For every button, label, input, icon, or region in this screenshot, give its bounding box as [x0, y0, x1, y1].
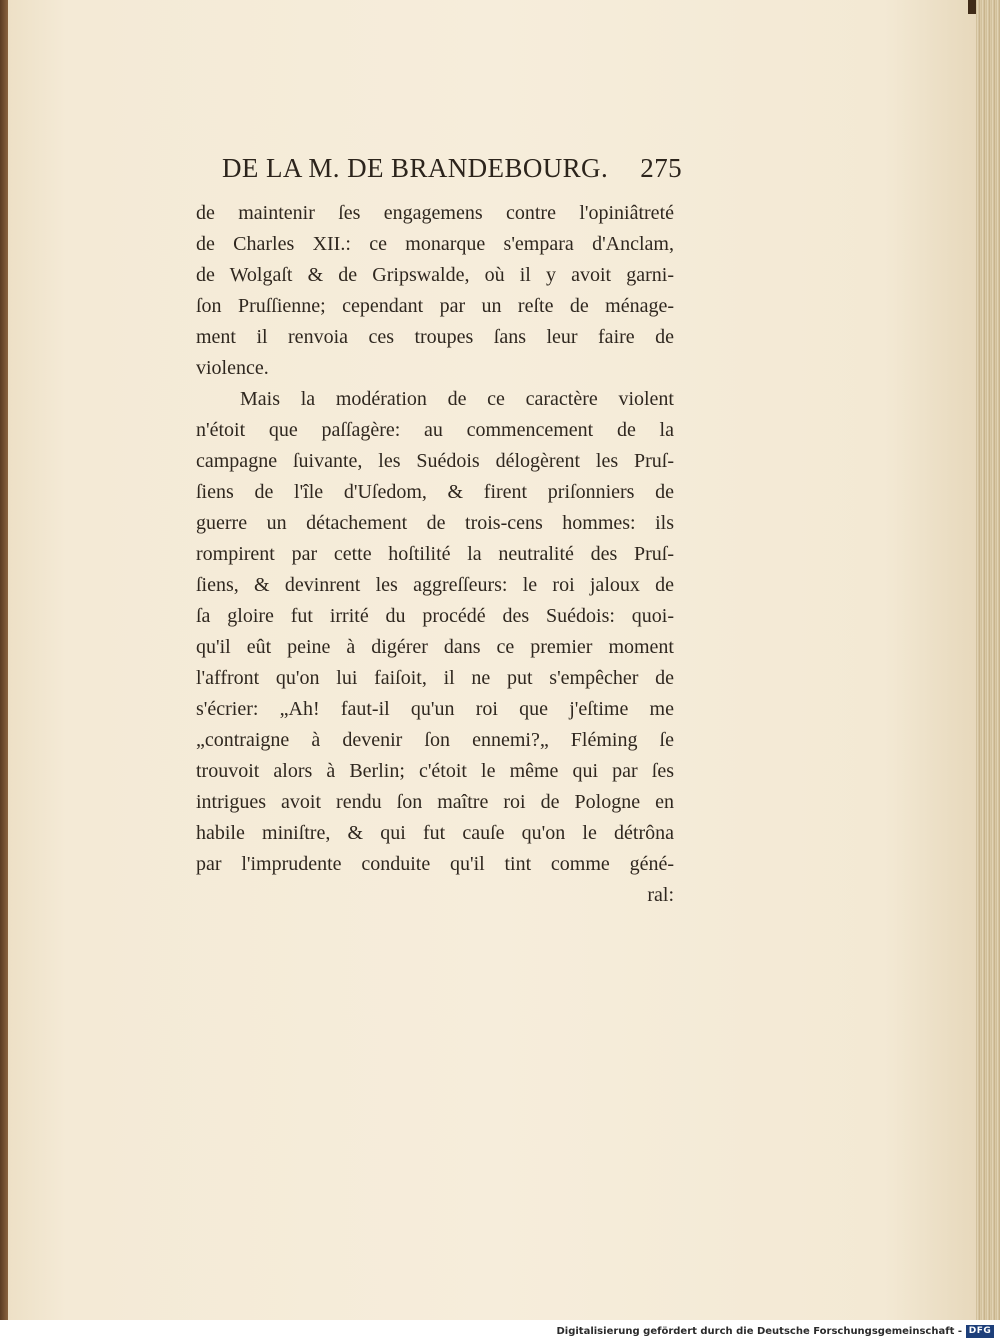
text-line: qu'il eût peine à digérer dans ce premier moment — [196, 636, 674, 658]
text-line: campagne ſuivante, les Suédois délogèrent les Pruſ- — [196, 450, 674, 472]
book-cover-edge — [0, 0, 8, 1343]
page-number: 275 — [640, 153, 682, 183]
paragraph-1 — [196, 198, 674, 384]
text-line: ſon Pruſſienne; cependant par un reſte de ménage- — [196, 295, 674, 317]
text-line: n'étoit que paſſagère: au commencement de la — [196, 419, 674, 441]
funding-credit: Digitalisierung gefördert durch die Deutsche Forschungsgemeinschaft - — [556, 1326, 962, 1337]
text-line: violence. — [196, 357, 269, 379]
text-line: par l'imprudente conduite qu'il tint comme géné- — [196, 853, 674, 875]
text-line: de maintenir ſes engagemens contre l'opiniâtreté — [196, 202, 674, 224]
dfg-logo-icon: DFG — [966, 1325, 994, 1338]
text-line: trouvoit alors à Berlin; c'étoit le même qui par ſes — [196, 760, 674, 782]
text-line: l'affront qu'on lui faiſoit, il ne put s'empêcher de — [196, 667, 674, 689]
text-line: de Wolgaſt & de Gripswalde, où il y avoit garni- — [196, 264, 674, 286]
text-line: „contraigne à devenir ſon ennemi?„ Fléming ſe — [196, 729, 674, 751]
paragraph-2 — [196, 384, 674, 880]
catchword: ral: — [647, 884, 674, 906]
text-line: ſa gloire fut irrité du procédé des Suédois: quoi- — [196, 605, 674, 627]
text-line: Mais la modération de ce caractère violent — [240, 388, 674, 410]
text-line: habile miniſtre, & qui fut cauſe qu'on le détrôna — [196, 822, 674, 844]
running-head — [222, 148, 682, 188]
text-line: de Charles XII.: ce monarque s'empara d'Anclam, — [196, 233, 674, 255]
running-head-title: DE LA M. DE BRANDEBOURG. — [222, 153, 609, 183]
text-line: intrigues avoit rendu ſon maître roi de Pologne en — [196, 791, 674, 813]
text-line: ſiens, & devinrent les aggreſſeurs: le roi jaloux de — [196, 574, 674, 596]
body-text — [196, 198, 674, 911]
text-line: rompirent par cette hoſtilité la neutralité des Pruſ- — [196, 543, 674, 565]
text-line: guerre un détachement de trois-cens hommes: ils — [196, 512, 674, 534]
text-line: ſiens de l'île d'Uſedom, & firent priſonniers de — [196, 481, 674, 503]
text-line: s'écrier: „Ah! faut-il qu'un roi que j'eſtime me — [196, 698, 674, 720]
page-edges — [976, 0, 1000, 1320]
text-line: ment il renvoia ces troupes ſans leur faire de — [196, 326, 674, 348]
